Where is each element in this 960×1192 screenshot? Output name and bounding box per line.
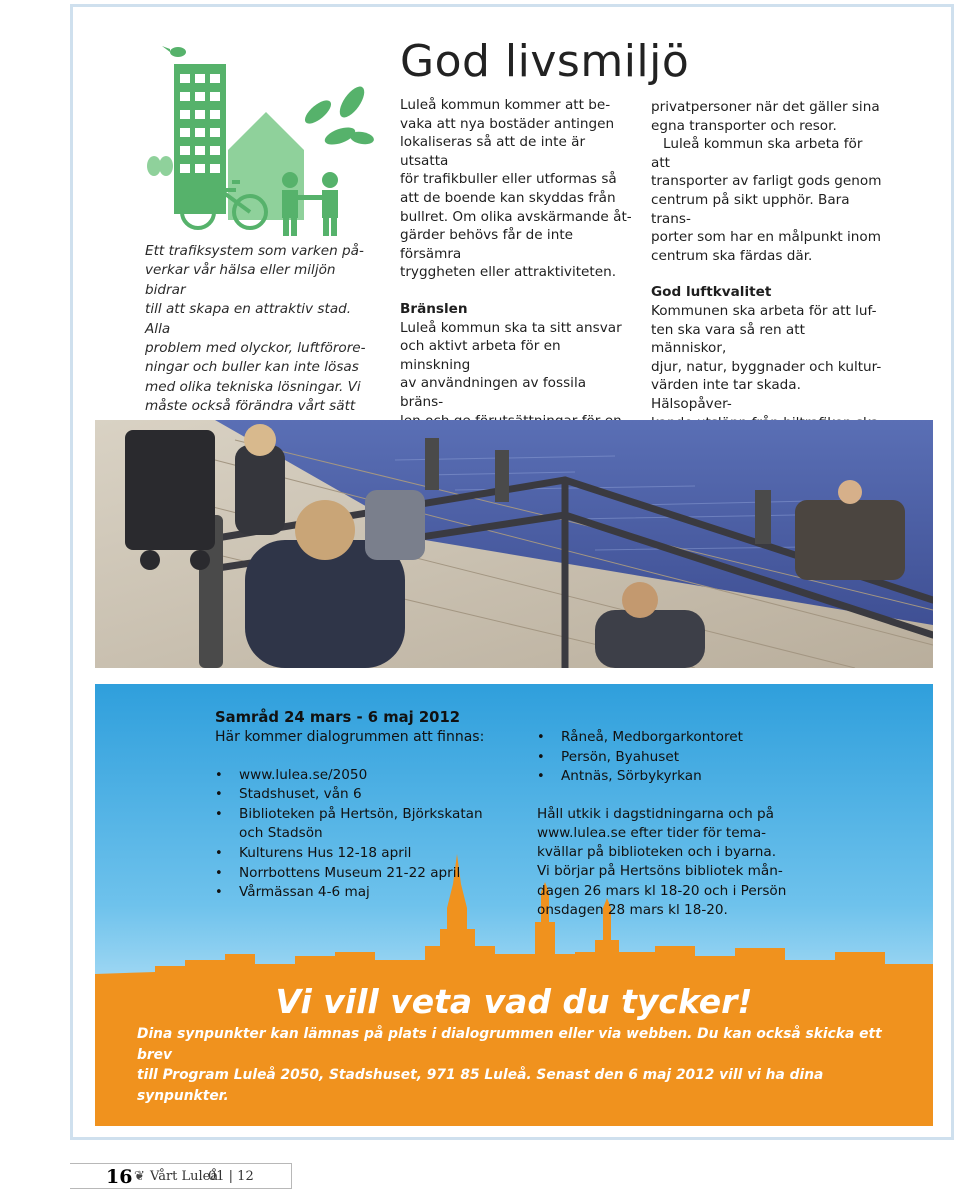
bullet-icon: •: [537, 749, 545, 765]
bullet-icon: •: [215, 885, 223, 901]
butterfly-icon: [147, 156, 173, 176]
text-line: www.lulea.se efter tider för tema-: [537, 824, 767, 841]
event-panel: [95, 684, 933, 1126]
paragraph: [651, 135, 883, 265]
cta-title: Vi vill veta vad du tycker!: [275, 982, 753, 1021]
text-line: egna transporter och resor.: [651, 117, 837, 134]
event-info-left: [215, 708, 515, 903]
event-subtitle: Här kommer dialogrummen att finnas:: [215, 729, 485, 745]
text-line: bullret. Om olika avskärmande åt-: [400, 208, 632, 225]
text-line: Kommunen ska arbeta för att luf-: [651, 302, 877, 319]
people-icon: [282, 172, 338, 236]
list-item: • www.lulea.se/2050: [215, 766, 515, 786]
event-title: Samråd 24 mars - 6 maj 2012: [215, 709, 461, 726]
text-line: porter som har en målpunkt inom: [651, 229, 881, 246]
intro-line: ningar och buller kan inte lösas: [145, 359, 359, 376]
bullet-icon: •: [537, 730, 545, 745]
text-line: till Program Luleå 2050, Stadshuset, 971 85 Luleå. Senast den 6 maj 2012 vill vi ha dina synpunkter.: [137, 1067, 824, 1104]
text-line: vaka att nya bostäder antingen: [400, 115, 615, 132]
bullet-icon: •: [215, 845, 223, 861]
event-details-text: [537, 805, 807, 920]
section-heading-bransle: Bränslen: [400, 300, 468, 317]
list-item-continuation: och Stadsön: [239, 825, 323, 842]
text-line: Luleå kommun kommer att be-: [400, 97, 611, 113]
bullet-icon: •: [215, 787, 223, 803]
text-line: djur, natur, byggnader och kultur-: [651, 358, 882, 375]
text-line: värden inte tar skada. Hälsopåver-: [651, 377, 801, 412]
list-item: • Persön, Byahuset: [537, 748, 807, 768]
bullet-icon: •: [215, 806, 223, 822]
bullet-icon: •: [215, 865, 223, 881]
page-number: 16: [106, 1166, 133, 1188]
paragraph: [651, 98, 883, 135]
intro-line: till att skapa en attraktiv stad. Alla: [145, 301, 352, 337]
text-line: centrum ska färdas där.: [651, 247, 813, 264]
text-line: tryggheten eller attraktiviteten.: [400, 264, 617, 281]
list-item: • Biblioteken på Hertsön, Björkskatan: [215, 805, 515, 825]
text-line: lokaliseras så att de inte är utsatta: [400, 134, 586, 169]
text-line: centrum på sikt upphör. Bara trans-: [651, 191, 850, 227]
bullet-icon: •: [215, 767, 223, 783]
text-line: dagen 26 mars kl 18-20 och i Persön: [537, 882, 787, 899]
text-line: kvällar på biblioteken och i byarna.: [537, 844, 777, 861]
list-item: • Norrbottens Museum 21-22 april: [215, 864, 515, 884]
eco-city-illustration: [140, 40, 380, 240]
list-item: • Stadshuset, vån 6: [215, 785, 515, 805]
text-line: privatpersoner när det gäller sina: [651, 99, 880, 115]
bullet-icon: •: [537, 769, 545, 785]
intro-line: problem med olyckor, luftförore-: [145, 340, 366, 357]
list-item: • Råneå, Medborgarkontoret: [537, 728, 807, 748]
location-list: [215, 766, 515, 903]
text-line: att de boende kan skyddas från: [400, 189, 616, 206]
text-line: ten ska vara så ren att människor,: [651, 321, 805, 357]
paragraph: [400, 96, 632, 282]
intro-line: verkar vår hälsa eller miljön bidrar: [145, 262, 336, 298]
intro-line: med olika tekniska lösningar. Vi: [145, 378, 361, 395]
text-line: onsdagen 28 mars kl 18-20.: [537, 901, 728, 918]
list-item: • Vårmässan 4-6 maj: [215, 883, 515, 903]
cta-text: [137, 1024, 897, 1106]
bird-icon: [162, 46, 186, 57]
section-heading-luftkvalitet: God luftkvalitet: [651, 284, 772, 301]
text-line: av användningen av fossila bräns-: [400, 375, 587, 410]
text-line: Håll utkik i dagstidningarna och på: [537, 805, 774, 822]
text-line: och aktivt arbeta för en minskning: [400, 338, 561, 373]
page-title: God livsmiljö: [400, 36, 690, 87]
text-line: för trafikbuller eller utformas så: [400, 171, 617, 188]
intro-line: måste också förändra vårt sätt: [145, 398, 356, 415]
list-item: • Kulturens Hus 12-18 april: [215, 844, 515, 864]
list-item: • Antnäs, Sörbykyrkan: [537, 767, 807, 787]
leaf-icon: [301, 83, 375, 148]
article-column-right: [651, 98, 883, 469]
intro-line: Ett trafiksystem som varken på-: [145, 243, 364, 259]
issue-number: 01 | 12: [208, 1169, 254, 1184]
text-line: gärder behövs får de inte försämra: [400, 227, 574, 262]
ornament-icon: ❦: [134, 1169, 145, 1184]
text-line: Vi börjar på Hertsöns bibliotek mån-: [537, 863, 783, 880]
waterfront-photo: [95, 420, 933, 668]
magazine-name: Vårt Luleå: [150, 1169, 219, 1184]
text-line: Dina synpunkter kan lämnas på plats i dialogrummen eller via webben. Du kan också skicka ett brev: [137, 1026, 882, 1063]
text-line: Luleå kommun ska arbeta för att: [651, 136, 863, 171]
text-line: Luleå kommun ska ta sitt ansvar: [400, 319, 622, 336]
text-line: transporter av farligt gods genom: [651, 173, 882, 190]
event-info-right: [537, 728, 807, 920]
location-list: [537, 728, 807, 787]
page-footer: [70, 1163, 292, 1189]
